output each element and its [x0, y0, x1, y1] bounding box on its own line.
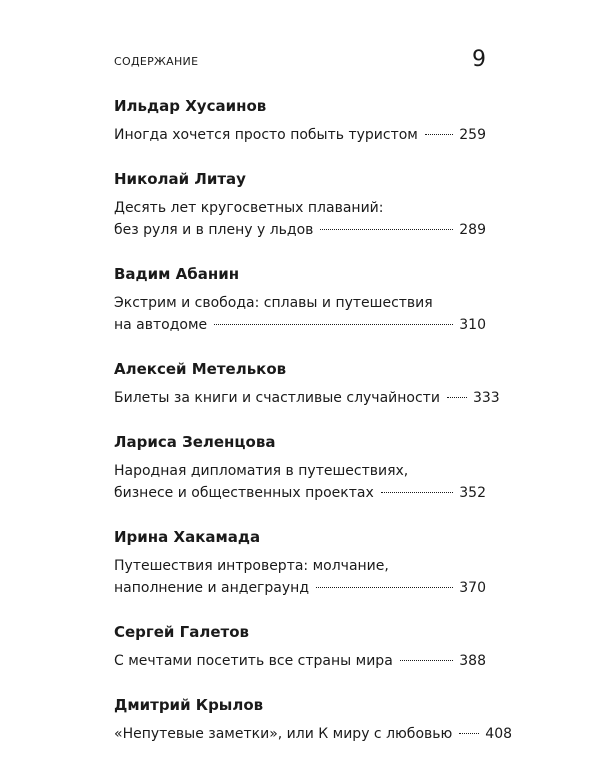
dot-leader — [316, 587, 453, 588]
entry-title: без руля и в плену у льдов — [114, 222, 314, 238]
table-of-contents — [114, 95, 513, 767]
entry-author: Ирина Хакамада — [114, 528, 261, 546]
entry-page: 352 — [459, 485, 486, 501]
entry-author: Алексей Метельков — [114, 360, 287, 378]
entry-title: Экстрим и свобода: сплавы и путешествия — [114, 295, 433, 311]
toc-entry[interactable] — [114, 95, 486, 146]
dot-leader — [214, 324, 453, 325]
dot-leader — [459, 733, 479, 734]
entry-title: Путешествия интроверта: молчание, — [114, 558, 389, 574]
entry-title-line — [114, 219, 486, 241]
dot-leader — [320, 229, 453, 230]
entry-page: 289 — [459, 222, 486, 238]
toc-entry[interactable] — [114, 694, 513, 745]
entry-title: Народная дипломатия в путешествиях, — [114, 463, 409, 479]
entry-title-line — [114, 387, 500, 409]
entry-page: 310 — [459, 317, 486, 333]
entry-author: Дмитрий Крылов — [114, 696, 264, 714]
entry-page: 388 — [459, 653, 486, 669]
entry-author: Николай Литау — [114, 170, 246, 188]
toc-entry[interactable] — [114, 431, 486, 504]
entry-title-line — [114, 723, 513, 745]
entry-title-line — [114, 650, 486, 672]
entry-author: Лариса Зеленцова — [114, 433, 276, 451]
toc-entry[interactable] — [114, 621, 486, 672]
dot-leader — [381, 492, 454, 493]
entry-title: Билеты за книги и счастливые случайности — [114, 390, 440, 406]
entry-title: С мечтами посетить все страны мира — [114, 653, 393, 669]
entry-title: Иногда хочется просто побыть туристом — [114, 127, 418, 143]
entry-title-line — [114, 124, 486, 146]
entry-title-line — [114, 482, 486, 504]
entry-title-line — [114, 577, 486, 599]
page-header — [114, 40, 486, 72]
page-number: 9 — [472, 47, 486, 72]
toc-entry[interactable] — [114, 526, 486, 599]
entry-page: 408 — [485, 726, 513, 742]
toc-entry[interactable] — [114, 263, 486, 336]
entry-title: на автодоме — [114, 317, 208, 333]
entry-author: Сергей Галетов — [114, 623, 249, 641]
entry-title: «Непутевые заметки», или К миру с любовью — [114, 726, 453, 742]
dot-leader — [447, 397, 467, 398]
entry-page: 333 — [472, 390, 500, 406]
running-head: СОДЕРЖАНИЕ — [114, 55, 199, 68]
entry-title: наполнение и андеграунд — [114, 580, 309, 596]
entry-title: Десять лет кругосветных плаваний: — [114, 200, 384, 216]
toc-entry[interactable] — [114, 358, 500, 409]
entry-title: бизнесе и общественных проектах — [114, 485, 374, 501]
entry-page: 370 — [459, 580, 486, 596]
dot-leader — [400, 660, 453, 661]
entry-title-line — [114, 314, 486, 336]
dot-leader — [425, 134, 453, 135]
entry-page: 259 — [459, 127, 486, 143]
entry-author: Вадим Абанин — [114, 265, 240, 283]
entry-author: Ильдар Хусаинов — [114, 97, 267, 115]
toc-entry[interactable] — [114, 168, 486, 241]
